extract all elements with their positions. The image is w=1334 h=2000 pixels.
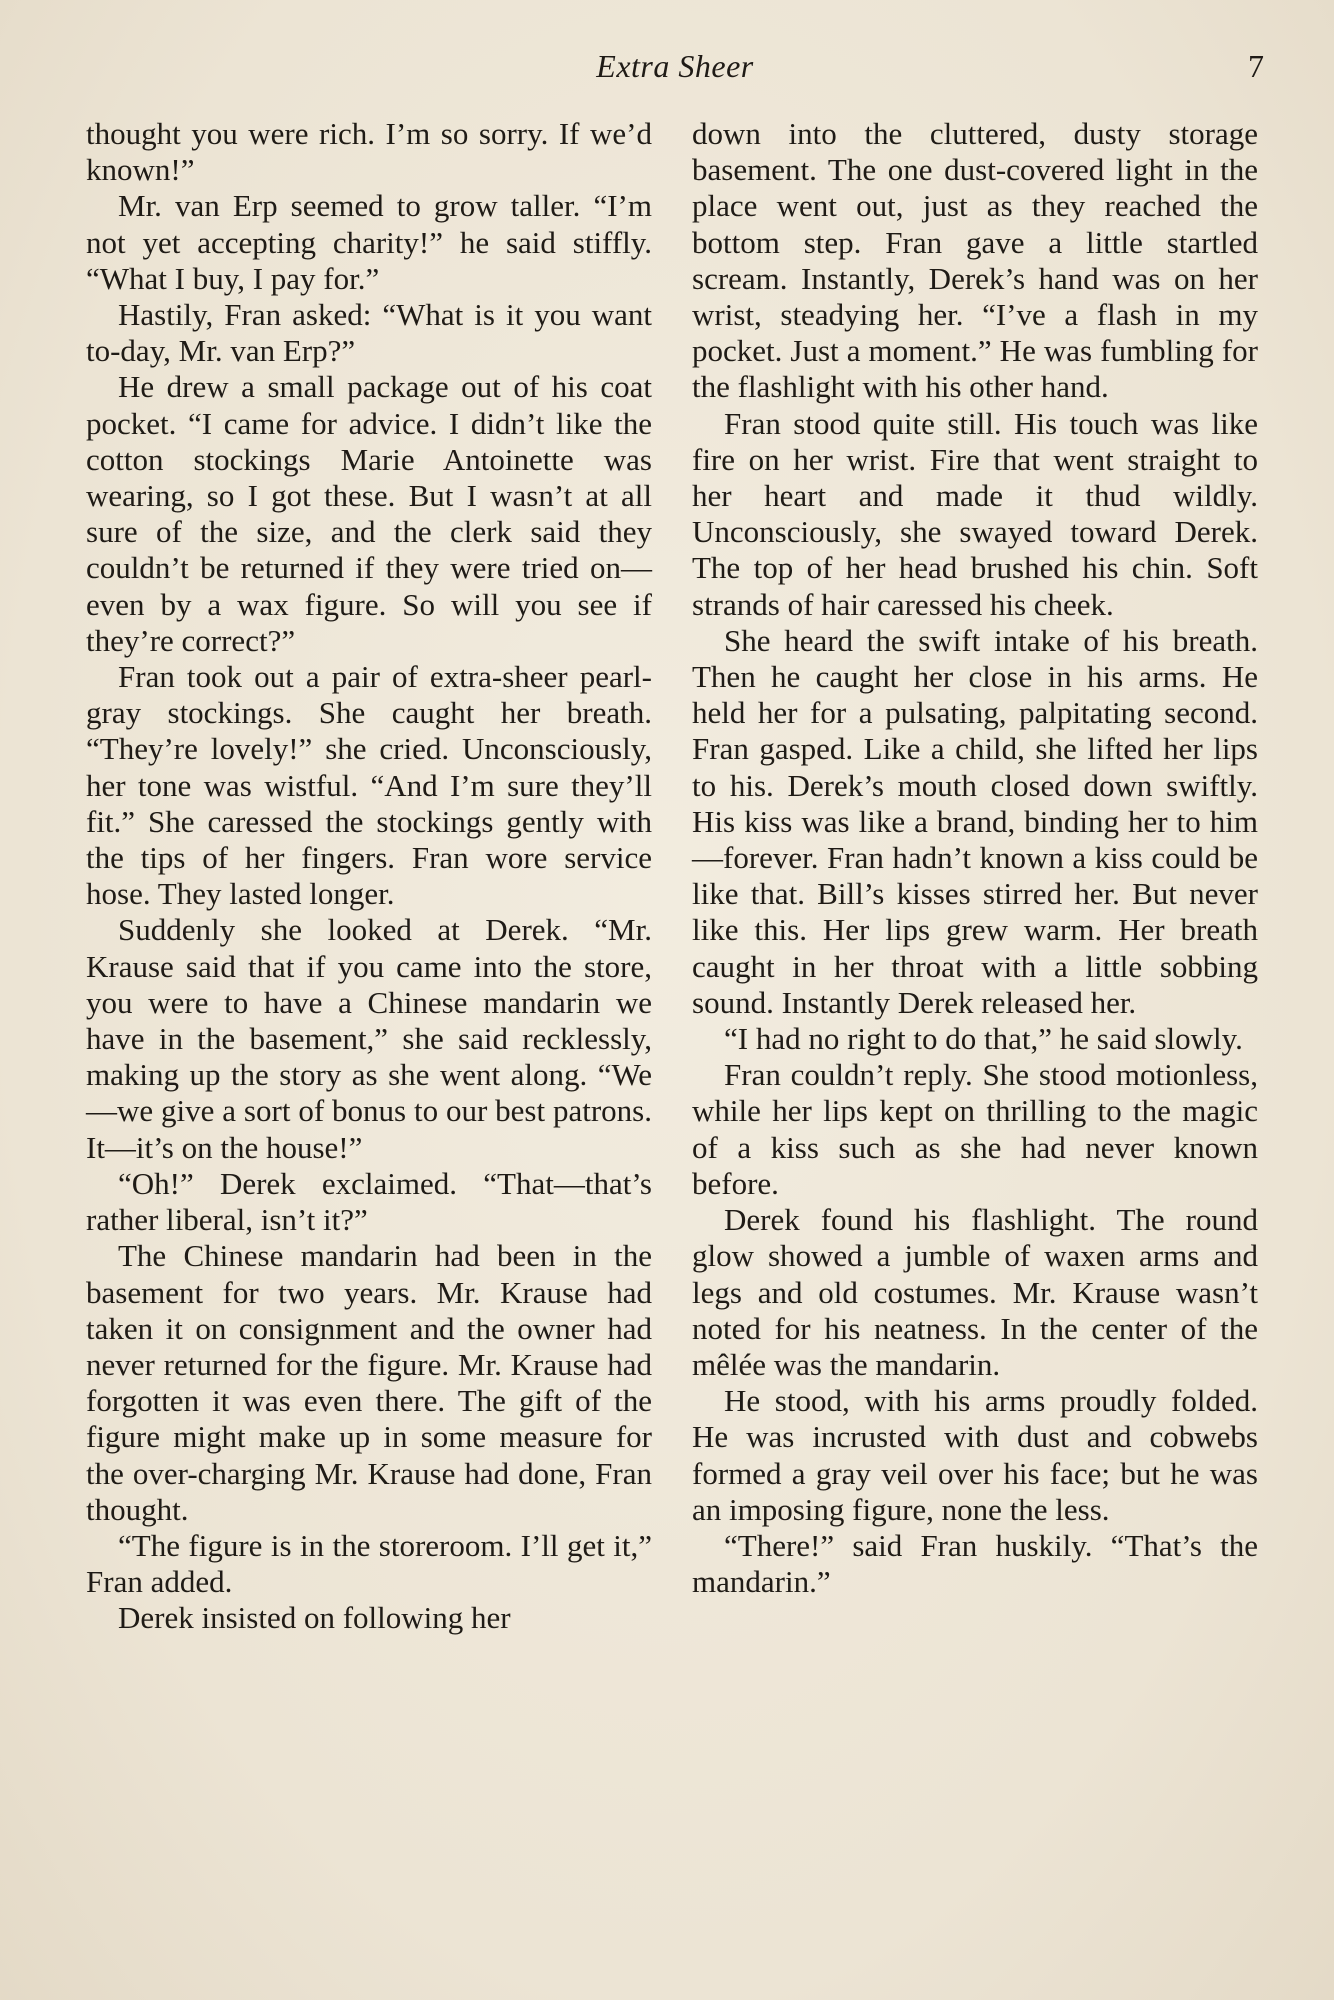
paragraph: He stood, with his arms proudly folded. He was incrusted with dust and cobwebs formed a gray veil over his face; but he was an imposing figure, none the less. [692, 1383, 1258, 1527]
running-title: Extra Sheer [596, 48, 754, 84]
paragraph: Derek found his flashlight. The round glow showed a jumble of waxen arms and legs and old costumes. Mr. Krause wasn’t noted for his neatness. In the center of the mêlée was the mandarin. [692, 1202, 1258, 1382]
paragraph: Derek insisted on following her [118, 1600, 511, 1636]
left-column [86, 116, 652, 1637]
paragraph: thought you were rich. I’m so sorry. If we’d known!” [86, 116, 652, 188]
paragraph: down into the cluttered, dusty storage basement. The one dust-covered light in the place went out, just as they reached the bottom step. Fran gave a little startled scream. Instantly, Derek’s hand was on her wrist, steadying her. “I’ve a flash in my pocket. Just a moment.” He was fumbling for the flashlight with his other hand. [692, 116, 1258, 405]
paragraph: He drew a small package out of his coat pocket. “I came for advice. I didn’t like the cotton stockings Marie Antoinette was wearing, so I got these. But I wasn’t at all sure of the size, and the clerk said they couldn’t be returned if they were tried on—even by a wax figure. So will you see if they’re correct?” [86, 369, 652, 658]
paragraph: “There!” said Fran huskily. “That’s the mandarin.” [692, 1527, 1258, 1600]
paragraph: Fran stood quite still. His touch was like fire on her wrist. Fire that went straight to her heart and made it thud wildly. Unconsciously, she swayed toward Derek. The top of her head brushed his chin. Soft strands of hair caressed his cheek. [692, 405, 1258, 622]
paragraph: Fran couldn’t reply. She stood motionless, while her lips kept on thrilling to the magic of a kiss such as she had never known before. [692, 1057, 1258, 1201]
paragraph: Mr. van Erp seemed to grow taller. “I’m not yet accepting charity!” he said stiffly. “What I buy, I pay for.” [86, 188, 652, 296]
paragraph: The Chinese mandarin had been in the basement for two years. Mr. Krause had taken it on consignment and the owner had never returned for the figure. Mr. Krause had forgotten it was even there. The gift of the figure might make up in some measure for the over-charging Mr. Krause had done, Fran thought. [86, 1238, 652, 1527]
paragraph: She heard the swift intake of his breath. Then he caught her close in his arms. He held her for a pulsating, palpitating second. Fran gasped. Like a child, she lifted her lips to his. Derek’s mouth closed down swiftly. His kiss was like a brand, binding her to him—forever. Fran hadn’t known a kiss could be like that. Bill’s kisses stirred her. But never like this. Her lips grew warm. Her breath caught in her throat with a little sobbing sound. Instantly Derek released her. [692, 622, 1258, 1020]
paragraph: Suddenly she looked at Derek. “Mr. Krause said that if you came into the store, you were to have a Chinese mandarin we have in the basement,” she said recklessly, making up the story as she went along. “We—we give a sort of bonus to our best patrons. It—it’s on the house!” [86, 912, 652, 1165]
paragraph: Fran took out a pair of extra-sheer pearl-gray stockings. She caught her breath. “They’re lovely!” she cried. Unconsciously, her tone was wistful. “And I’m sure they’ll fit.” She caressed the stockings gently with the tips of her fingers. Fran wore service hose. They lasted longer. [86, 659, 652, 912]
right-column [692, 116, 1258, 1600]
paragraph: “The figure is in the storeroom. I’ll get it,” Fran added. [86, 1527, 652, 1600]
paragraph: “I had no right to do that,” he said slowly. [724, 1021, 1243, 1057]
page-number: 7 [1248, 48, 1264, 84]
paragraph: Hastily, Fran asked: “What is it you want to-day, Mr. van Erp?” [86, 297, 652, 369]
paragraph: “Oh!” Derek exclaimed. “That—that’s rather liberal, isn’t it?” [86, 1165, 652, 1238]
page-header [86, 48, 1264, 92]
